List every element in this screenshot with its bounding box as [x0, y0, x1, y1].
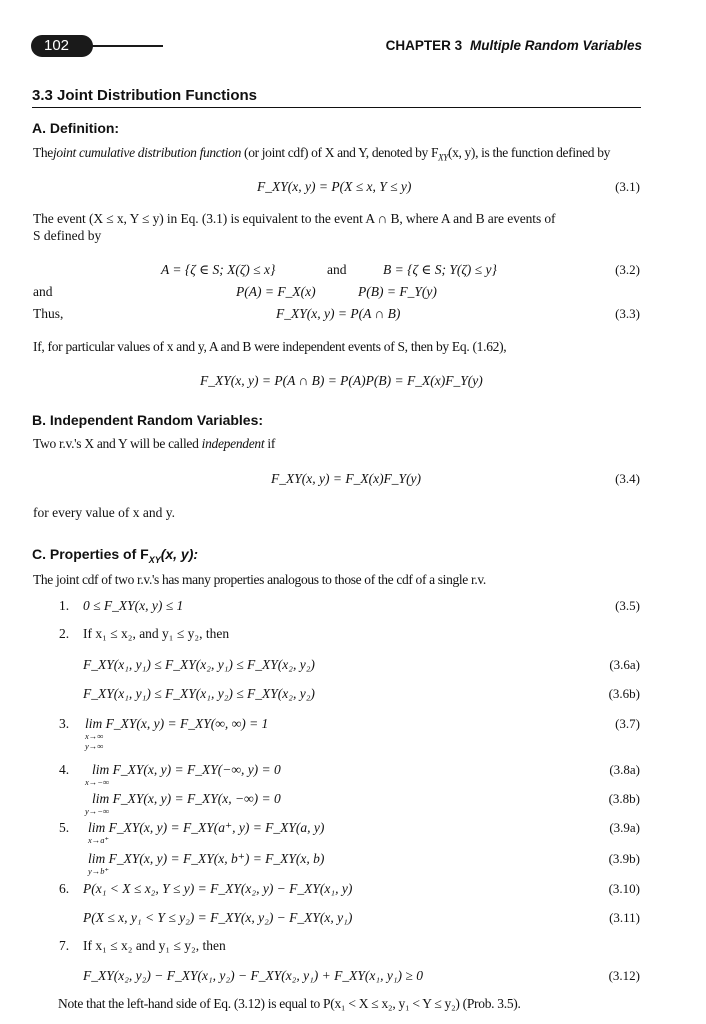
eqnum-3-2: (3.2): [615, 262, 640, 277]
eqnum-3-6a: (3.6a): [609, 657, 640, 672]
list-number-2: 2.: [59, 626, 70, 641]
subsection-c-heading: C. Properties of $F_{XY}(x$, y):: [32, 546, 199, 565]
equation-3-12: F_XY(x₂, y₂) − F_XY(x₁, y₂) − F_XY(x₂, y₁) + F_XY(x₁, y₁) ≥ 0: [83, 968, 423, 983]
eqnum-3-8b: (3.8b): [608, 791, 640, 806]
paragraph-properties: The joint cdf of two r.v.'s has many properties analogous to those of the cdf of a single r.v.: [33, 572, 486, 587]
equation-3-8b: lim F_XY(x, y) = F_XY(x, −∞) = 0: [92, 791, 281, 806]
thus-label: Thus,: [33, 306, 64, 321]
equation-independence: F_XY(x, y) = P(A ∩ B) = P(A)P(B) = F_X(x)F_Y(y): [200, 373, 483, 388]
equation-3-5: 0 ≤ F_XY(x, y) ≤ 1: [83, 598, 184, 613]
list-number-1: 1.: [59, 598, 70, 613]
list-number-5: 5.: [59, 820, 70, 835]
equation-pb: P(B) = F_Y(y): [358, 284, 437, 299]
eqnum-3-9a: (3.9a): [609, 820, 640, 835]
equation-3-6a: F_XY(x₁, y₁) ≤ F_XY(x₂, y₁) ≤ F_XY(x₂, y₂): [83, 657, 315, 672]
eqnum-3-3: (3.3): [615, 306, 640, 321]
limit-subscript-3-7: x→∞ y→∞: [85, 731, 104, 751]
equation-3-2-a: A = {ζ ∈ S; X(ζ) ≤ x}: [161, 262, 276, 277]
limit-subscript-3-8a: x→−∞: [85, 777, 110, 787]
chapter-title: Multiple Random Variables: [469, 38, 642, 53]
item-2-text: If x₁ ≤ x₂, and y₁ ≤ y₂, then: [83, 626, 230, 641]
eqnum-3-11: (3.11): [609, 910, 640, 925]
equation-3-6b: F_XY(x₁, y₁) ≤ F_XY(x₁, y₂) ≤ F_XY(x₂, y₂): [83, 686, 315, 701]
paragraph-event-line2: S defined by: [33, 228, 102, 243]
equation-3-7: lim F_XY(x, y) = F_XY(∞, ∞) = 1: [85, 716, 269, 731]
eqnum-3-9b: (3.9b): [608, 851, 640, 866]
paragraph-event-line1: The event (X ≤ x, Y ≤ y) in Eq. (3.1) is equivalent to the event A ∩ B, where A and B are events of: [33, 211, 556, 226]
eqnum-3-10: (3.10): [608, 881, 640, 896]
subsection-a-heading: A. Definition:: [32, 120, 120, 136]
equation-3-2-b: B = {ζ ∈ S; Y(ζ) ≤ y}: [383, 262, 497, 277]
list-number-3: 3.: [59, 716, 70, 731]
equation-3-9b: lim F_XY(x, y) = F_XY(x, b⁺) = F_XY(x, b): [88, 851, 325, 866]
limit-subscript-3-8b: y→−∞: [85, 806, 110, 816]
equation-3-8a: lim F_XY(x, y) = F_XY(−∞, y) = 0: [92, 762, 281, 777]
eqnum-3-6b: (3.6b): [608, 686, 640, 701]
paragraph-independent-events: If, for particular values of x and y, A and B were independent events of S, then by Eq. (1.62),: [33, 339, 507, 354]
eqnum-3-4: (3.4): [615, 471, 640, 486]
paragraph-every-value: for every value of x and y.: [33, 505, 175, 520]
section-rule: [32, 107, 641, 108]
page-number: 102: [44, 37, 70, 54]
limit-subscript-3-9b: y→b⁺: [88, 866, 110, 876]
paragraph-definition: Thejoint cumulative distribution function (or joint cdf) of X and Y, denoted by $F_{XY}(x$, y), is the function defined by: [33, 145, 610, 163]
equation-3-9a: lim F_XY(x, y) = F_XY(a⁺, y) = F_XY(a, y): [88, 820, 325, 835]
and-label: and: [33, 284, 53, 299]
paragraph-note: Note that the left-hand side of Eq. (3.12) is equal to P(x₁ < X ≤ x₂, y₁ < Y ≤ y₂) (Prob. 3.5).: [58, 996, 521, 1011]
subsection-b-heading: B. Independent Random Variables:: [32, 412, 264, 428]
chapter-header: [386, 38, 642, 53]
eqnum-3-1: (3.1): [615, 179, 640, 194]
equation-3-1: F_XY(x, y) = P(X ≤ x, Y ≤ y): [257, 179, 412, 194]
eqnum-3-8a: (3.8a): [609, 762, 640, 777]
eqnum-3-12: (3.12): [608, 968, 640, 983]
equation-3-2-and: and: [327, 262, 347, 277]
eqnum-3-7: (3.7): [615, 716, 640, 731]
list-number-7: 7.: [59, 938, 70, 953]
header-rule: [86, 45, 163, 47]
equation-3-10: P(x₁ < X ≤ x₂, Y ≤ y) = F_XY(x₂, y) − F_XY(x₁, y): [83, 881, 353, 896]
item-7-text: If x₁ ≤ x₂ and y₁ ≤ y₂, then: [83, 938, 226, 953]
equation-3-11: P(X ≤ x, y₁ < Y ≤ y₂) = F_XY(x, y₂) − F_XY(x, y₁): [83, 910, 353, 925]
equation-pa: P(A) = F_X(x): [236, 284, 316, 299]
limit-subscript-3-9a: x→a⁺: [88, 835, 110, 845]
list-number-6: 6.: [59, 881, 70, 896]
equation-3-4: F_XY(x, y) = F_X(x)F_Y(y): [271, 471, 422, 486]
section-title: 3.3 Joint Distribution Functions: [32, 87, 257, 104]
eqnum-3-5: (3.5): [615, 598, 640, 613]
paragraph-independent-def: Two r.v.'s X and Y will be called independent if: [33, 436, 276, 451]
list-number-4: 4.: [59, 762, 70, 777]
equation-3-3: F_XY(x, y) = P(A ∩ B): [276, 306, 401, 321]
chapter-label: CHAPTER 3: [385, 38, 463, 53]
